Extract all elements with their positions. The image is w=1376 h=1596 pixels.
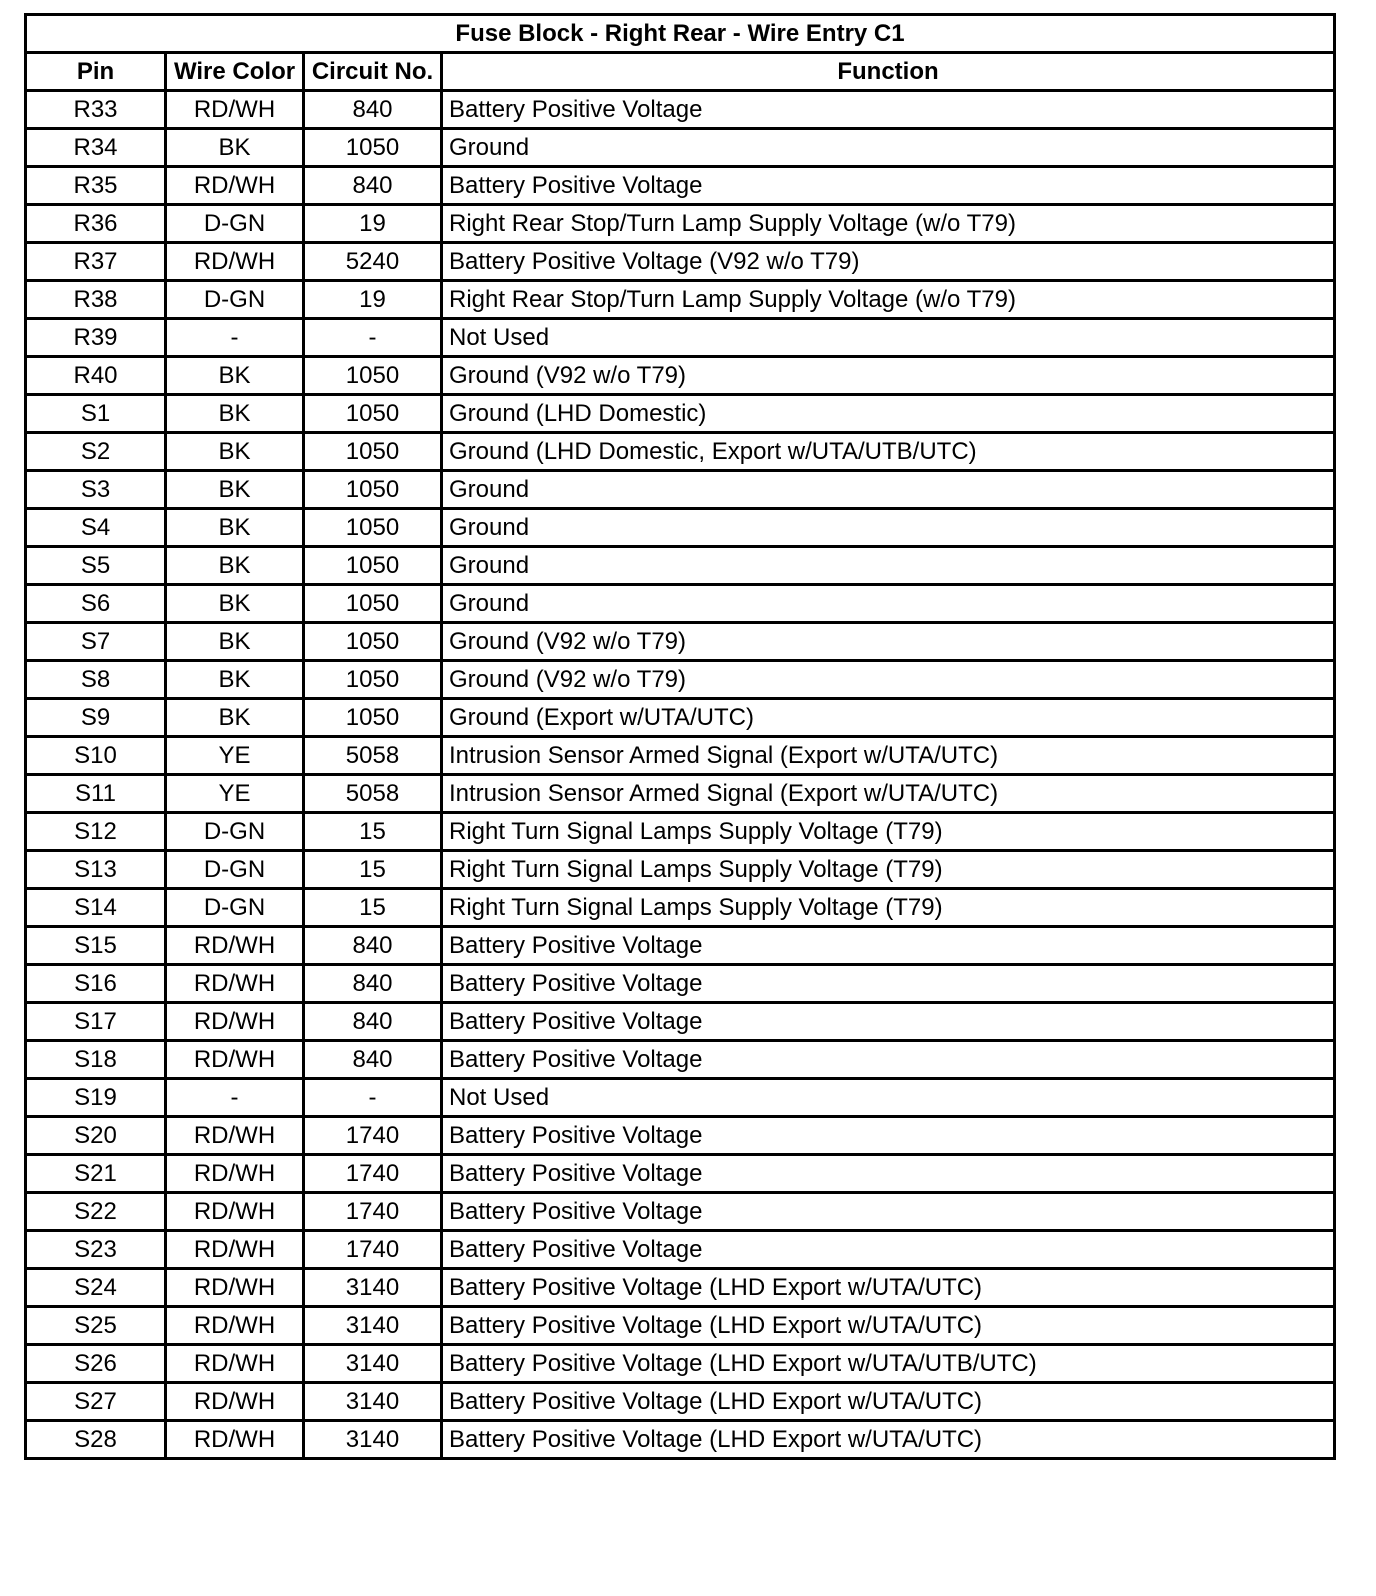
cell-pin: S13: [26, 851, 166, 889]
cell-circuit-no: 5240: [304, 243, 442, 281]
header-pin: Pin: [26, 53, 166, 91]
cell-function: Battery Positive Voltage: [442, 1041, 1335, 1079]
cell-pin: S26: [26, 1345, 166, 1383]
cell-pin: S28: [26, 1421, 166, 1459]
cell-pin: S5: [26, 547, 166, 585]
cell-wire-color: D-GN: [166, 281, 304, 319]
cell-function: Intrusion Sensor Armed Signal (Export w/UTA/UTC): [442, 737, 1335, 775]
cell-function: Intrusion Sensor Armed Signal (Export w/UTA/UTC): [442, 775, 1335, 813]
cell-function: Battery Positive Voltage: [442, 1117, 1335, 1155]
cell-circuit-no: 3140: [304, 1307, 442, 1345]
cell-pin: S2: [26, 433, 166, 471]
cell-circuit-no: 3140: [304, 1269, 442, 1307]
cell-function: Right Turn Signal Lamps Supply Voltage (T79): [442, 813, 1335, 851]
cell-wire-color: RD/WH: [166, 1307, 304, 1345]
cell-circuit-no: 1050: [304, 471, 442, 509]
cell-circuit-no: 3140: [304, 1421, 442, 1459]
table-row: [26, 471, 1335, 509]
cell-wire-color: RD/WH: [166, 1155, 304, 1193]
cell-circuit-no: 840: [304, 1003, 442, 1041]
table-row: [26, 1193, 1335, 1231]
cell-function: Battery Positive Voltage: [442, 927, 1335, 965]
cell-function: Ground (V92 w/o T79): [442, 623, 1335, 661]
cell-function: Ground (V92 w/o T79): [442, 357, 1335, 395]
cell-wire-color: RD/WH: [166, 927, 304, 965]
cell-circuit-no: 840: [304, 927, 442, 965]
table-row: [26, 1345, 1335, 1383]
table-row: [26, 889, 1335, 927]
cell-circuit-no: 840: [304, 167, 442, 205]
cell-function: Battery Positive Voltage (V92 w/o T79): [442, 243, 1335, 281]
table-row: [26, 281, 1335, 319]
cell-function: Ground (V92 w/o T79): [442, 661, 1335, 699]
cell-function: Battery Positive Voltage: [442, 965, 1335, 1003]
cell-function: Battery Positive Voltage: [442, 1193, 1335, 1231]
cell-wire-color: D-GN: [166, 813, 304, 851]
header-wire-color: Wire Color: [166, 53, 304, 91]
cell-wire-color: BK: [166, 129, 304, 167]
table-row: [26, 509, 1335, 547]
cell-wire-color: BK: [166, 471, 304, 509]
cell-circuit-no: 15: [304, 851, 442, 889]
header-row: [26, 53, 1335, 91]
cell-wire-color: RD/WH: [166, 1421, 304, 1459]
table-row: [26, 1269, 1335, 1307]
cell-function: Battery Positive Voltage (LHD Export w/UTA/UTC): [442, 1307, 1335, 1345]
cell-function: Battery Positive Voltage: [442, 1003, 1335, 1041]
cell-pin: S27: [26, 1383, 166, 1421]
cell-circuit-no: 1050: [304, 357, 442, 395]
cell-pin: R33: [26, 91, 166, 129]
cell-wire-color: RD/WH: [166, 167, 304, 205]
cell-function: Ground: [442, 129, 1335, 167]
cell-circuit-no: 1740: [304, 1155, 442, 1193]
cell-circuit-no: 19: [304, 205, 442, 243]
cell-wire-color: RD/WH: [166, 1041, 304, 1079]
table-row: [26, 205, 1335, 243]
header-circuit-no: Circuit No.: [304, 53, 442, 91]
cell-pin: R38: [26, 281, 166, 319]
cell-wire-color: BK: [166, 357, 304, 395]
cell-wire-color: D-GN: [166, 889, 304, 927]
cell-circuit-no: -: [304, 319, 442, 357]
cell-wire-color: BK: [166, 433, 304, 471]
table-title: Fuse Block - Right Rear - Wire Entry C1: [26, 15, 1335, 53]
cell-circuit-no: 840: [304, 1041, 442, 1079]
table-row: [26, 357, 1335, 395]
cell-circuit-no: 3140: [304, 1383, 442, 1421]
table-row: [26, 1231, 1335, 1269]
table-row: [26, 1383, 1335, 1421]
cell-function: Right Rear Stop/Turn Lamp Supply Voltage (w/o T79): [442, 281, 1335, 319]
cell-pin: R34: [26, 129, 166, 167]
table-row: [26, 1155, 1335, 1193]
cell-wire-color: BK: [166, 623, 304, 661]
cell-function: Right Turn Signal Lamps Supply Voltage (T79): [442, 851, 1335, 889]
cell-pin: S19: [26, 1079, 166, 1117]
cell-wire-color: BK: [166, 699, 304, 737]
cell-function: Ground: [442, 509, 1335, 547]
cell-wire-color: RD/WH: [166, 1269, 304, 1307]
cell-wire-color: RD/WH: [166, 1117, 304, 1155]
table-row: [26, 547, 1335, 585]
cell-circuit-no: 1050: [304, 623, 442, 661]
cell-function: Battery Positive Voltage (LHD Export w/UTA/UTC): [442, 1269, 1335, 1307]
table-row: [26, 737, 1335, 775]
cell-wire-color: -: [166, 1079, 304, 1117]
cell-circuit-no: 15: [304, 889, 442, 927]
table-row: [26, 851, 1335, 889]
cell-pin: S22: [26, 1193, 166, 1231]
title-row: [26, 15, 1335, 53]
cell-wire-color: -: [166, 319, 304, 357]
cell-function: Ground (LHD Domestic): [442, 395, 1335, 433]
cell-wire-color: RD/WH: [166, 1003, 304, 1041]
cell-circuit-no: 3140: [304, 1345, 442, 1383]
table-row: [26, 1307, 1335, 1345]
cell-wire-color: BK: [166, 509, 304, 547]
table-row: [26, 167, 1335, 205]
table-row: [26, 585, 1335, 623]
cell-function: Battery Positive Voltage: [442, 167, 1335, 205]
table-row: [26, 775, 1335, 813]
table-row: [26, 623, 1335, 661]
cell-wire-color: BK: [166, 661, 304, 699]
cell-wire-color: BK: [166, 547, 304, 585]
cell-wire-color: RD/WH: [166, 1383, 304, 1421]
table-row: [26, 433, 1335, 471]
cell-function: Right Rear Stop/Turn Lamp Supply Voltage (w/o T79): [442, 205, 1335, 243]
cell-wire-color: YE: [166, 775, 304, 813]
table-row: [26, 661, 1335, 699]
cell-pin: S18: [26, 1041, 166, 1079]
cell-circuit-no: 19: [304, 281, 442, 319]
cell-pin: R39: [26, 319, 166, 357]
cell-pin: S11: [26, 775, 166, 813]
cell-wire-color: D-GN: [166, 205, 304, 243]
cell-circuit-no: 1050: [304, 661, 442, 699]
cell-pin: S7: [26, 623, 166, 661]
cell-circuit-no: 1740: [304, 1117, 442, 1155]
table-row: [26, 243, 1335, 281]
table-row: [26, 129, 1335, 167]
cell-circuit-no: 1050: [304, 699, 442, 737]
cell-wire-color: YE: [166, 737, 304, 775]
cell-circuit-no: 1050: [304, 395, 442, 433]
table-row: [26, 699, 1335, 737]
cell-function: Ground: [442, 471, 1335, 509]
header-function: Function: [442, 53, 1335, 91]
cell-function: Ground (Export w/UTA/UTC): [442, 699, 1335, 737]
table-row: [26, 813, 1335, 851]
cell-wire-color: RD/WH: [166, 1345, 304, 1383]
cell-function: Not Used: [442, 319, 1335, 357]
cell-circuit-no: -: [304, 1079, 442, 1117]
cell-pin: S9: [26, 699, 166, 737]
cell-wire-color: RD/WH: [166, 91, 304, 129]
table-row: [26, 1079, 1335, 1117]
cell-pin: S12: [26, 813, 166, 851]
cell-circuit-no: 1050: [304, 129, 442, 167]
cell-pin: S24: [26, 1269, 166, 1307]
cell-function: Battery Positive Voltage: [442, 1231, 1335, 1269]
cell-pin: R40: [26, 357, 166, 395]
cell-pin: S20: [26, 1117, 166, 1155]
cell-circuit-no: 840: [304, 965, 442, 1003]
cell-wire-color: RD/WH: [166, 1231, 304, 1269]
cell-function: Right Turn Signal Lamps Supply Voltage (T79): [442, 889, 1335, 927]
cell-function: Ground (LHD Domestic, Export w/UTA/UTB/UTC): [442, 433, 1335, 471]
cell-function: Ground: [442, 547, 1335, 585]
cell-wire-color: RD/WH: [166, 243, 304, 281]
cell-pin: S3: [26, 471, 166, 509]
cell-pin: S10: [26, 737, 166, 775]
cell-wire-color: BK: [166, 395, 304, 433]
cell-circuit-no: 1050: [304, 509, 442, 547]
cell-circuit-no: 1050: [304, 547, 442, 585]
cell-function: Ground: [442, 585, 1335, 623]
table-body: [26, 91, 1335, 1459]
cell-function: Battery Positive Voltage (LHD Export w/UTA/UTC): [442, 1383, 1335, 1421]
cell-wire-color: D-GN: [166, 851, 304, 889]
cell-function: Not Used: [442, 1079, 1335, 1117]
cell-pin: S6: [26, 585, 166, 623]
cell-circuit-no: 5058: [304, 737, 442, 775]
cell-pin: R35: [26, 167, 166, 205]
table-row: [26, 1117, 1335, 1155]
cell-wire-color: RD/WH: [166, 965, 304, 1003]
cell-pin: S4: [26, 509, 166, 547]
cell-function: Battery Positive Voltage (LHD Export w/UTA/UTB/UTC): [442, 1345, 1335, 1383]
cell-pin: S23: [26, 1231, 166, 1269]
cell-circuit-no: 1050: [304, 585, 442, 623]
cell-circuit-no: 1740: [304, 1231, 442, 1269]
cell-pin: R37: [26, 243, 166, 281]
table-row: [26, 927, 1335, 965]
cell-pin: S21: [26, 1155, 166, 1193]
cell-pin: S25: [26, 1307, 166, 1345]
cell-function: Battery Positive Voltage: [442, 1155, 1335, 1193]
cell-circuit-no: 15: [304, 813, 442, 851]
table-row: [26, 965, 1335, 1003]
cell-pin: S14: [26, 889, 166, 927]
cell-wire-color: RD/WH: [166, 1193, 304, 1231]
cell-pin: S8: [26, 661, 166, 699]
cell-function: Battery Positive Voltage (LHD Export w/UTA/UTC): [442, 1421, 1335, 1459]
cell-circuit-no: 1740: [304, 1193, 442, 1231]
table-row: [26, 1421, 1335, 1459]
cell-function: Battery Positive Voltage: [442, 91, 1335, 129]
cell-pin: S17: [26, 1003, 166, 1041]
cell-pin: S15: [26, 927, 166, 965]
cell-circuit-no: 1050: [304, 433, 442, 471]
fuse-block-table: [24, 13, 1336, 1460]
cell-pin: R36: [26, 205, 166, 243]
cell-circuit-no: 840: [304, 91, 442, 129]
cell-pin: S16: [26, 965, 166, 1003]
table-row: [26, 91, 1335, 129]
cell-circuit-no: 5058: [304, 775, 442, 813]
table-row: [26, 319, 1335, 357]
table-row: [26, 1041, 1335, 1079]
table-row: [26, 395, 1335, 433]
cell-wire-color: BK: [166, 585, 304, 623]
cell-pin: S1: [26, 395, 166, 433]
table-row: [26, 1003, 1335, 1041]
